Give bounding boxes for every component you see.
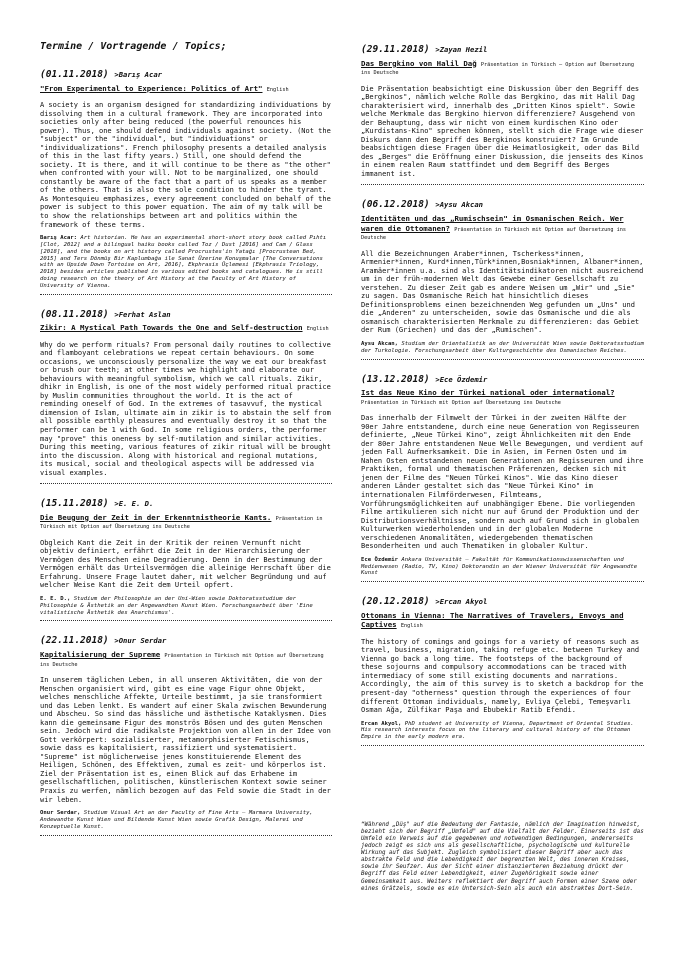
program-entry — [40, 309, 332, 485]
page-title: Termine / Vortragende / Topics; — [40, 41, 227, 52]
speaker-bio-name: Ercan Akyol, — [361, 720, 402, 727]
entry-date: (13.12.2018) — [361, 373, 430, 385]
program-entry — [361, 596, 644, 746]
speaker-bio-text: Studium der Philosophie an der Uni-Wien sowie Doktoratsstudium der Philosophie & Ästhetik an der Angewandten Kunst Wien. Forschungsarbeit über 'Eine vitalistische Ästhetik des Anarchismus'. — [40, 596, 313, 616]
entry-date: (08.11.2018) — [40, 308, 109, 320]
entry-date-line — [361, 44, 644, 56]
speaker-bio-text: Studium Visual Art an der Faculty of Fine Arts – Marmara University, Andewandte Kunst Wien und Bildende Kunst Wien sowie Grafik Design, Malerei und Konzeptuelle Kunst. — [40, 810, 313, 830]
entry-title-line — [361, 59, 644, 77]
entry-speaker: >Ercan Akyol — [435, 597, 488, 607]
entry-date: (15.11.2018) — [40, 498, 109, 510]
speaker-bio — [361, 721, 644, 741]
entry-date-line — [40, 69, 332, 81]
entry-date: (22.11.2018) — [40, 635, 109, 647]
entry-date: (29.11.2018) — [361, 44, 430, 55]
speaker-bio — [361, 557, 644, 577]
entry-speaker: >Ece Özdemir — [435, 374, 488, 384]
dotted-divider — [361, 581, 644, 582]
dotted-divider — [40, 294, 332, 295]
entry-title-line — [361, 214, 644, 242]
entry-title-line — [40, 513, 332, 531]
dotted-divider — [40, 620, 332, 621]
speaker-bio-text: Art historian. He has an experimental short-short story book called Pıhtı [Clot, 2012] and a bilingual haiku books called Toz / Dust [2016] and Cam / Glass [2018], and the books on art history called Procrustes'in Yatağı [Procrustean Bed, 2015] and Ters Dönmüş Bir Kaplumbağa ile Sanat Üzerine Konuşmalar [The Conversations with an Upside Down Tortoise on Art, 2016], Ekphrasis Üçlemesi [Ekphrasis Triology, 2018] besides articles published in various edited books and catalogues. He is still doing research on the theory of Art History at the Faculty of Art History of University of Vienna. — [40, 235, 327, 289]
entry-language: Präsentation in Türkisch – Option auf Übersetzung ins Deutsche — [361, 61, 634, 77]
speaker-bio-name: E. E. D., — [40, 596, 71, 603]
entry-date-line — [40, 635, 332, 647]
entry-title-line — [40, 323, 332, 333]
entry-title-line — [40, 650, 332, 668]
entry-speaker: >Barış Acar — [114, 70, 162, 79]
entry-date-line — [361, 596, 644, 608]
program-entry — [40, 69, 332, 295]
entry-title: Zikir: A Mystical Path Towards the One and Self-destruction — [40, 323, 303, 333]
entry-title: Ist das Neue Kino der Türkei national oder international? — [361, 388, 615, 398]
entry-date: (01.11.2018) — [40, 69, 109, 80]
entry-title: "From Experimental to Experience: Politics of Art" — [40, 83, 263, 93]
entry-language: English — [306, 326, 329, 333]
speaker-bio — [40, 596, 332, 616]
speaker-bio-name: Barış Acar: — [40, 235, 78, 242]
entry-language: English — [400, 623, 423, 630]
program-entry — [361, 44, 644, 185]
speaker-bio — [40, 810, 332, 830]
entry-date: (06.12.2018) — [361, 199, 430, 211]
entry-language: English — [266, 86, 289, 93]
speaker-bio — [40, 235, 332, 290]
entry-title: Kapitalisierung der Supreme — [40, 650, 161, 660]
entry-date-line — [40, 309, 332, 321]
entry-language: Präsentation in Türkisch mit Option auf Übersetzung ins Deutsche — [361, 399, 561, 406]
entry-title: Das Bergkino von Halil Dağ — [361, 58, 477, 68]
entry-date: (20.12.2018) — [361, 596, 430, 608]
program-entry — [40, 498, 332, 621]
entry-abstract: All die Bezeichnungen Araber*innen, Tscherkess*innen, Armenier*innen, Kurd*innen,Türk*innen,Bosniak*innen, Albaner*innen, Aramäer*innen u.a. sind als Identitätsindikatoren nicht ausreichend um in der früh-modernen Welt das Gewebe einer Gesellschaft zu verstehen. Zu dieser Zeit gab es andere Weisen um „Wir" und „Sie" zu sagen. Das Osmanische Reich hat hinsichtlich dieses Definitionsproblems einen bezeichnenden Weg gefunden um „Uns" und die „Anderen" zu unterscheiden, sowie das Osmanische und die als osmanisch charakterisierten Merkmale zu differenzieren: das Gebiet der Rum (Griechen) und das der „Rumischen". — [361, 249, 644, 335]
entry-language: Präsentation in Türkisch mit Option auf Übersetzung ins Deutsche — [361, 226, 626, 242]
speaker-bio-text: Ankara Universität – Fakultät für Kommunikationswissenschaften und Medienwesen (Radio, TV, Kino) Doktorandin an der Wiener Universität für Angewandte Kunst — [361, 556, 638, 577]
entry-date-line — [361, 374, 644, 386]
entry-speaker: >E. E. D. — [114, 499, 154, 509]
dotted-divider — [40, 835, 332, 836]
entry-speaker: >Zayan Hezil — [435, 45, 488, 54]
dotted-divider — [361, 359, 644, 360]
entry-abstract: Die Präsentation beabsichtigt eine Diskussion über den Begriff des „Bergkinos", nämlich welche Rolle das Bergkino, das mit Halil Dag charakterisiert wird, innerhalb des „Dritten Kinos spielt". Sowie welche Merkmale das Bergkino hiervon differenziere? Ausgehend von der Behauptung, dass wir nicht von einem kurdischen Kino oder „Kurdistans-Kino" sprechen können, stellt sich die Frage wie dieser Diskurs dann den Begriff des Bergkinos konstruiert? Im Grunde beabsichtigen diese Fragen über die Heimatlosigkeit, oder das Bild des „Berges" die Eröffnung einer Diskussion, die jenseits des Kinos in einem realen Raum stattfindet und dem Begriff des Berges immanent ist. — [361, 84, 644, 178]
entry-abstract: In unserem täglichen Leben, in all unseren Aktivitäten, die von der Menschen organisiert wird, gibt es eine vage Figur ohne Objekt, welches menschliche Affekte, Urteile bestimmt, ja sie transformiert und das Leben lenkt. Es wandert auf einer Skala zwischen Bewunderung und Abscheu. So sind das hässliche und ästhetische Kataklysmen. Dies kann die gemeinsame Figur des monströs Bösen und des guten Menschen sein. Jedoch wird die radikalste Projektion von allen in der Idee von Gott verkörpert: sozialisierter, metamorphisierter Fetischismus, sowie dass es kapitalisiert, rassifiziert und systematisiert. "Supreme" ist möglicherweise jenes konstituierende Element des Heiligen, Schönen, des Effektiven, zumal es zeit- und körperlos ist. Ziel der Präsentation ist es, einen Blick auf das Erhabene im gesellschaftlichen, politischen, künstlerischen Kontext sowie seiner Praxis zu werfen, nämlich bezogen auf das Feld sowie die Stadt in der wir leben. — [40, 676, 331, 804]
speaker-bio-text: Studium der Orientalistik an der Universität Wien sowie Doktoratsstudium der Turkologie. Forschungsarbeit über Kulturgeschichte des Osmanischen Reiches. — [361, 340, 644, 354]
entry-title-line — [40, 84, 332, 94]
entry-speaker: >Onur Serdar — [114, 636, 167, 646]
program-entry — [361, 199, 644, 359]
entry-abstract: Obgleich Kant die Zeit in der Kritik der reinen Vernunft nicht objektiv definiert, erfährt die Zeit in der Hierarchisierung der Vermögen des Menschen eine Degradierung. Denn in der Bestimmung der Vermögen erhält das Urteilsvermögen die alleinige Herrschaft über die Erfahrung. Unsere Frage lautet daher, mit welcher Begründung und auf welcher Weise Kant die Zeit dem Urteil opfert. — [40, 538, 331, 590]
entry-title: Identitäten und das „Rumischsein" im Osmanischen Reich. Wer waren die Ottomanen? — [361, 214, 624, 233]
speaker-bio-text: PhD student at University of Vienna, Department of Oriental Studies. His research interests focus on the literary and cultural history of the Ottoman Empire in the early modern era. — [361, 720, 634, 741]
entry-date-line — [40, 498, 332, 510]
speaker-bio-name: Ece Özdemir — [361, 556, 399, 563]
entry-language: Präsentation in Türkisch mit Option auf Übersetzung ins Deutsche — [40, 515, 323, 531]
entry-title: Die Beugung der Zeit in der Erkenntnistheorie Kants. — [40, 512, 272, 522]
entry-language: Präsentation in Türkisch mit Option auf Übersetzung ins Deutsche — [40, 653, 324, 668]
left-column — [40, 69, 332, 850]
dotted-divider — [361, 745, 644, 746]
program-entry — [361, 374, 644, 583]
speaker-bio-name: Onur Serdar, — [40, 810, 81, 817]
speaker-bio — [361, 341, 644, 355]
entry-title: Ottomans in Vienna: The Narratives of Travelers, Envoys and Captives — [361, 610, 624, 630]
entry-title-line — [361, 388, 644, 406]
dotted-divider — [361, 184, 644, 185]
program-entry — [40, 635, 332, 835]
entry-title-line — [361, 611, 644, 630]
speaker-bio-name: Aysu Akcan, — [361, 340, 399, 347]
closing-quote: “Während „Düş" auf die Bedeutung der Fantasie, nämlich der Imagination hinweist, bezieht sich der Begriff „Umfeld" auf die Vielfalt der Felder. Einerseits ist das Umfeld ein Verweis auf die gegebenen und notwendigen Bedingungen, andererseits jedoch zeigt es sich uns als gesellschaftliche, psychologische und kulturelle Wirkung auf das Subjekt. Zugleich symbolisiert dieser Begriff aber auch das abstrakte Feld und die Lebendigkeit der begrenzten Welt, des inneren Kreises, sowie ihr Seufzer. Aus der Sicht einer distanzierteren Beziehung drückt der Begriff das Feld einer Lebendigkeit, einer Zugehörigkeit sowie einer Gemeinsamkeit aus. Weiters reflektiert der Begriff auch Formen einer Szene oder eines Grätzels, sowie es ein Untersich-Sein als auch ein abstraktes Dort-Sein. — [361, 822, 644, 892]
entry-date-line — [361, 199, 644, 211]
dotted-divider — [40, 483, 332, 484]
entry-abstract: The history of comings and goings for a variety of reasons such as travel, business, migration, taking refuge etc. between Turkey and Vienna go back a long time. The footsteps of the background of these sojourns and compulsory accommodations can be traced with intermediacy of some still existing documents and narrations. Accordingly, the aim of this survey is to sketch a backdrop for the present-day "otherness" question through the experiences of four different Ottoman individuals, namely, Evliya Çelebi, Temeşvarlı Osman Ağa, Zülfikar Paşa and Ebubekir Ratib Efendi. — [361, 637, 644, 715]
entry-abstract: Why do we perform rituals? From personal daily routines to collective and flamboyant celebrations we repeat certain behaviours. On some occasions, we unconsciously personalize the way we eat our breakfast or brush our teeth; at other times we highlight and elaborate our behaviours with meaningful symbolism, which we call rituals. Zikir, dhikr in English, is one of the most widely performed ritual practice by Muslim communities throughout the world. It is the act of reminding oneself of God. In the extremes of tasavvuf, the mystical dimension of Islam, ultimate aim in zikir is to abstain the self from all possible earthly pleasures and eventually destroy it so that the performer can be 1 with God. In some religious orders, the performer may "prove" this oneness by self-mutilation and similar activities. During this meeting, various features of zikir ritual will be brought into the discussion. Along with historical and regional mutations, its musical, social and theological aspects will be addressed via visual examples. — [40, 340, 331, 477]
right-column — [361, 44, 644, 760]
entry-abstract: A society is an organism designed for standardizing individuations by dissolving them in a cultural framework. They are incorporated into societies only after being reduced (the powerful renounces his power). Thus, one should defend individuals against society. (Not the "subject" or the "individual", but "individuations" or "individualizations". French philosophy presents a detailed analysis of this in the last fifty years.) Still, one should defend the society. It is there, and it will continue to be there as "the other" when confronted with your will. Not to be marginalized, one should constantly be aware of the fact that a part of us speaks as a member of the others. That is also the sole condition to hinder the tyrant. As Montesquieu emphasizes, every agreement concluded on behalf of the power is subject to this power equation. The aim of my talk will be to show the relationships between art and politics within the framework of these terms. — [40, 101, 331, 229]
entry-abstract: Das innerhalb der Filmwelt der Türkei in der zweiten Hälfte der 90er Jahre entstandene, durch eine neue Generation von Regisseuren definierte, „Neue Türkei Kino", zeigt Ähnlichkeiten mit den Ende der 80er Jahre entstandenen Neue Welle Bewegungen, und verdient auf jeden Fall Aufmerksamkeit. Die in Asien, im Fernen Osten und im Nahen Osten entstandenen neuen Generationen an Regisseuren und ihre Praktiken, formal und thematischen Präferenzen, decken sich mit jenen der Filme des "Neuen Türkei Kinos". Wie das Kino dieser anderen Länder gestaltet sich das "Neue Türkei Kino" im internationalen Filmförderwesen, Filmteams, Vorführungsmöglichkeiten auf unabhängiger Ebene. Die vorliegenden Filme artikulieren sich nicht nur auf Grund der Produktion und der Distributionsverhältnisse, sondern auch auf Grund sich in globalen Kulturwerken wiederholenden und in der globalen Moderne verschiedenen Anomalitäten, wiedergebenden thematischen Besonderheiten und auch Thematiken in globaler Kultur. — [361, 414, 644, 551]
entry-speaker: >Aysu Akcan — [435, 200, 483, 210]
entry-speaker: >Ferhat Aslan — [114, 309, 171, 319]
